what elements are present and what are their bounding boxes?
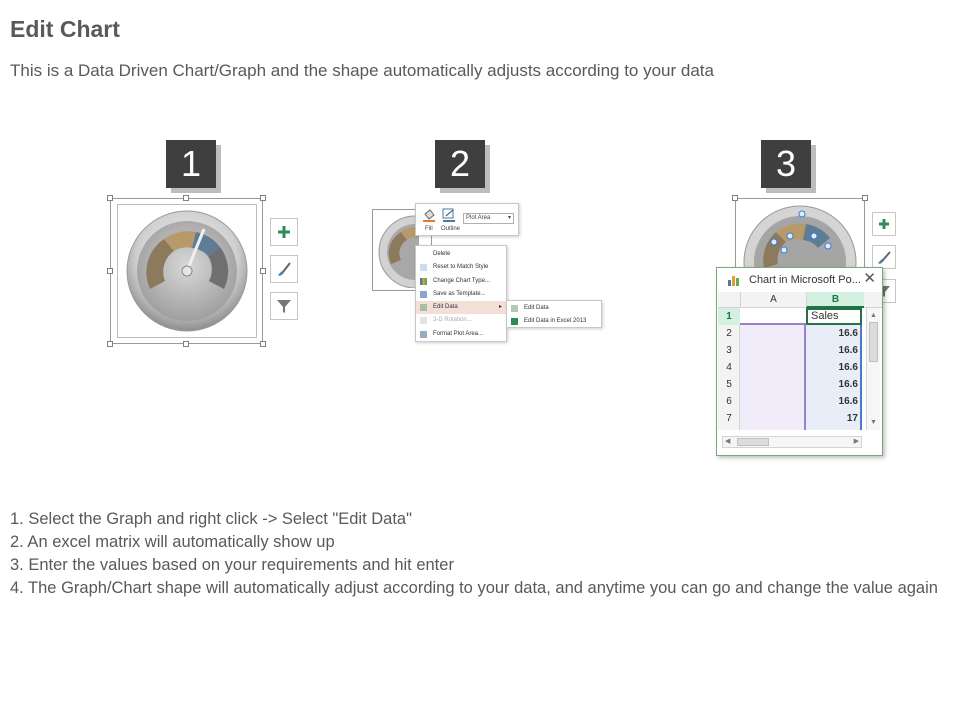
cell-b1-selected[interactable]: Sales bbox=[806, 308, 862, 325]
reset-icon bbox=[420, 264, 427, 271]
resize-handle[interactable] bbox=[183, 195, 189, 201]
step-badge-2: 2 bbox=[435, 140, 485, 188]
row-header[interactable]: 4 bbox=[726, 362, 732, 373]
menu-item-label: Delete bbox=[433, 251, 451, 257]
cell-b7[interactable]: 17 bbox=[846, 413, 858, 424]
fill-label: Fill bbox=[425, 226, 433, 232]
resize-handle[interactable] bbox=[260, 341, 266, 347]
cell-b3[interactable]: 16.6 bbox=[838, 345, 858, 356]
menu-item-label: Change Chart Type... bbox=[433, 278, 490, 284]
table-icon bbox=[511, 305, 518, 312]
scroll-left-icon[interactable]: ◀ bbox=[725, 438, 731, 445]
excel-window-title: Chart in Microsoft Po... bbox=[749, 274, 861, 286]
step-badge-1: 1 bbox=[166, 140, 216, 188]
page-title: Edit Chart bbox=[10, 16, 120, 42]
row-header[interactable]: 6 bbox=[726, 396, 732, 407]
format-mini-toolbar bbox=[415, 203, 519, 236]
cell-b2[interactable]: 16.6 bbox=[838, 328, 858, 339]
brush-icon bbox=[275, 260, 293, 278]
outline-pen-icon[interactable] bbox=[442, 208, 456, 222]
row-header[interactable]: 3 bbox=[726, 345, 732, 356]
column-header-b[interactable]: B bbox=[806, 292, 864, 308]
cell-a1[interactable] bbox=[740, 308, 806, 325]
chart-element-select[interactable] bbox=[463, 213, 514, 224]
select-all-corner[interactable] bbox=[718, 292, 740, 308]
row-header[interactable]: 1 bbox=[718, 308, 740, 325]
scroll-down-icon[interactable]: ▼ bbox=[870, 419, 877, 426]
step-badge-3: 3 bbox=[761, 140, 811, 188]
row-header[interactable]: 2 bbox=[726, 328, 732, 339]
resize-handle[interactable] bbox=[107, 268, 113, 274]
menu-item-label: Reset to Match Style bbox=[433, 264, 489, 270]
resize-handle[interactable] bbox=[862, 195, 868, 201]
cell-b5[interactable]: 16.6 bbox=[838, 379, 858, 390]
category-range-highlight bbox=[740, 325, 806, 430]
instruction-list bbox=[10, 508, 940, 600]
page-subtitle: This is a Data Driven Chart/Graph and the shape automatically adjusts according to your data bbox=[10, 61, 714, 80]
filter-icon bbox=[276, 298, 292, 314]
chevron-right-icon: ▸ bbox=[498, 304, 502, 310]
instruction-step: 3. Enter the values based on your requirements and hit enter bbox=[10, 556, 454, 574]
chart-element-select-value: Plot Area bbox=[466, 215, 491, 221]
row-header[interactable]: 5 bbox=[726, 379, 732, 390]
menu-item-label: Save as Template... bbox=[433, 291, 486, 297]
submenu-item-edit-data[interactable] bbox=[507, 302, 601, 315]
format-icon bbox=[420, 331, 427, 338]
menu-item-reset-style[interactable] bbox=[416, 261, 506, 274]
chart-elements-button[interactable] bbox=[270, 218, 298, 246]
horizontal-scrollbar[interactable] bbox=[722, 436, 862, 448]
edit-data-submenu bbox=[506, 300, 602, 328]
resize-handle[interactable] bbox=[260, 268, 266, 274]
menu-item-label: Edit Data bbox=[524, 305, 549, 311]
edit-data-icon bbox=[420, 304, 427, 311]
close-icon[interactable]: ✕ bbox=[863, 270, 876, 287]
scroll-right-icon[interactable]: ▶ bbox=[853, 438, 859, 445]
menu-item-format-plot-area[interactable] bbox=[416, 328, 506, 341]
chevron-down-icon: ▾ bbox=[507, 215, 511, 221]
gauge-chart-3[interactable] bbox=[738, 204, 862, 270]
rotation-icon bbox=[420, 317, 427, 324]
resize-handle[interactable] bbox=[107, 341, 113, 347]
scrollbar-thumb[interactable] bbox=[869, 322, 878, 362]
cell-b6[interactable]: 16.6 bbox=[838, 396, 858, 407]
instruction-step: 1. Select the Graph and right click -> Select "Edit Data" bbox=[10, 510, 412, 528]
row-header[interactable]: 7 bbox=[726, 413, 732, 424]
chart-styles-button[interactable] bbox=[270, 255, 298, 283]
template-icon bbox=[420, 291, 427, 298]
cell-b4[interactable]: 16.6 bbox=[838, 362, 858, 373]
scrollbar-thumb[interactable] bbox=[737, 438, 769, 446]
menu-item-3d-rotation bbox=[416, 314, 506, 327]
fill-bucket-icon[interactable] bbox=[422, 208, 436, 222]
column-header-a[interactable]: A bbox=[740, 292, 806, 308]
plus-icon bbox=[276, 224, 292, 240]
menu-item-change-chart-type[interactable] bbox=[416, 275, 506, 288]
menu-item-delete[interactable] bbox=[416, 248, 506, 261]
chart-filters-button[interactable] bbox=[270, 292, 298, 320]
chart-styles-button[interactable] bbox=[872, 245, 896, 269]
excel-data-window bbox=[716, 267, 883, 456]
brush-icon bbox=[876, 249, 892, 265]
resize-handle[interactable] bbox=[732, 195, 738, 201]
menu-item-label: Edit Data in Excel 2013 bbox=[524, 318, 587, 324]
excel-icon bbox=[511, 318, 518, 325]
vertical-scrollbar[interactable] bbox=[866, 308, 880, 430]
menu-item-label: Format Plot Area... bbox=[433, 331, 484, 337]
menu-item-label: Edit Data bbox=[433, 304, 458, 310]
outline-label: Outline bbox=[441, 226, 461, 232]
menu-item-edit-data[interactable] bbox=[416, 301, 506, 314]
submenu-item-edit-in-excel[interactable] bbox=[507, 315, 601, 328]
instruction-step: 4. The Graph/Chart shape will automatically adjust according to your data, and anytime you can go and change the value again bbox=[10, 579, 938, 597]
resize-handle[interactable] bbox=[107, 195, 113, 201]
gauge-chart-1[interactable] bbox=[120, 207, 254, 335]
resize-handle[interactable] bbox=[183, 341, 189, 347]
resize-handle[interactable] bbox=[260, 195, 266, 201]
menu-item-save-template[interactable] bbox=[416, 288, 506, 301]
menu-item-label: 3-D Rotation... bbox=[433, 317, 472, 323]
plus-icon bbox=[877, 217, 891, 231]
chart-elements-button[interactable] bbox=[872, 212, 896, 236]
instruction-step: 2. An excel matrix will automatically show up bbox=[10, 533, 335, 551]
scroll-up-icon[interactable]: ▲ bbox=[870, 312, 877, 319]
gauge-chart-2 bbox=[375, 212, 419, 288]
chart-type-icon bbox=[420, 278, 427, 285]
context-menu bbox=[415, 245, 507, 342]
